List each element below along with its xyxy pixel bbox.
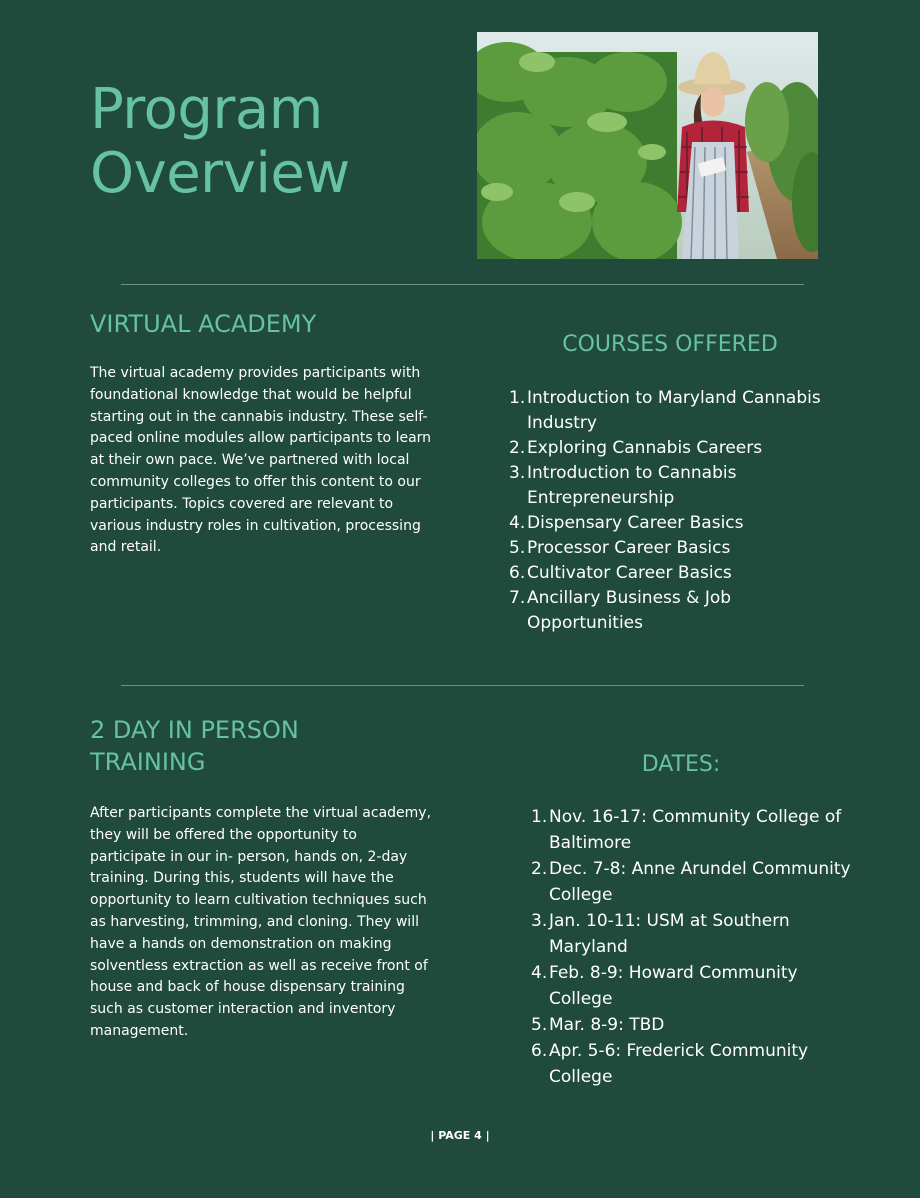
list-item: 7. Ancillary Business & Job Opportunities — [509, 588, 732, 633]
training-description: After participants complete the virtual academy, they will be offered the opportunity to participate in our in- person, hands on, 2-day training. During this, students will have the opportunity to learn cultivation techniques such as harvesting, trimming, and cloning. They will have a hands on demonstration on making solventless extraction as well as receive front of house and back of house dispensary training such as customer interaction and inventory management. — [90, 805, 432, 1039]
list-item: 2. Dec. 7-8: Anne Arundel Community College — [531, 859, 851, 905]
list-item: 6. Apr. 5-6: Frederick Community College — [531, 1041, 809, 1087]
courses-list — [509, 386, 849, 636]
hero-photo-cultivation-worker — [477, 32, 818, 259]
list-item: 3. Introduction to Cannabis Entrepreneurship — [509, 463, 737, 508]
list-item: 4. Dispensary Career Basics — [509, 513, 744, 533]
section-divider-middle — [121, 685, 804, 686]
list-item: 1. Introduction to Maryland Cannabis Industry — [509, 388, 821, 433]
list-item: 2. Exploring Cannabis Careers — [509, 438, 763, 458]
list-item: 1. Nov. 16-17: Community College of Baltimore — [531, 807, 842, 853]
list-item: 5. Mar. 8-9: TBD — [531, 1015, 665, 1035]
page-title-line-1: Program — [90, 77, 323, 142]
list-item: 6. Cultivator Career Basics — [509, 563, 732, 583]
section-divider-top — [121, 284, 804, 285]
list-item: 3. Jan. 10-11: USM at Southern Maryland — [531, 911, 790, 957]
dates-heading: DATES: — [641, 752, 721, 777]
virtual-academy-heading: VIRTUAL ACADEMY — [90, 310, 317, 338]
training-heading: 2 DAY IN PERSON TRAINING — [90, 716, 299, 776]
page-number-footer: | PAGE 4 | — [430, 1129, 490, 1142]
courses-offered-heading: COURSES OFFERED — [562, 332, 778, 357]
list-item: 4. Feb. 8-9: Howard Community College — [531, 963, 798, 1009]
virtual-academy-description: The virtual academy provides participants with foundational knowledge that would be helpful starting out in the cannabis industry. These self-paced online modules allow participants to learn at their own pace. We’ve partnered with local community colleges to offer this content to our participants. Topics covered are relevant to various industry roles in cultivation, processing and retail. — [90, 365, 432, 556]
dates-list — [531, 804, 861, 1090]
list-item: 5. Processor Career Basics — [509, 538, 731, 558]
page-title-line-2: Overview — [90, 141, 350, 206]
page-title — [90, 78, 450, 206]
